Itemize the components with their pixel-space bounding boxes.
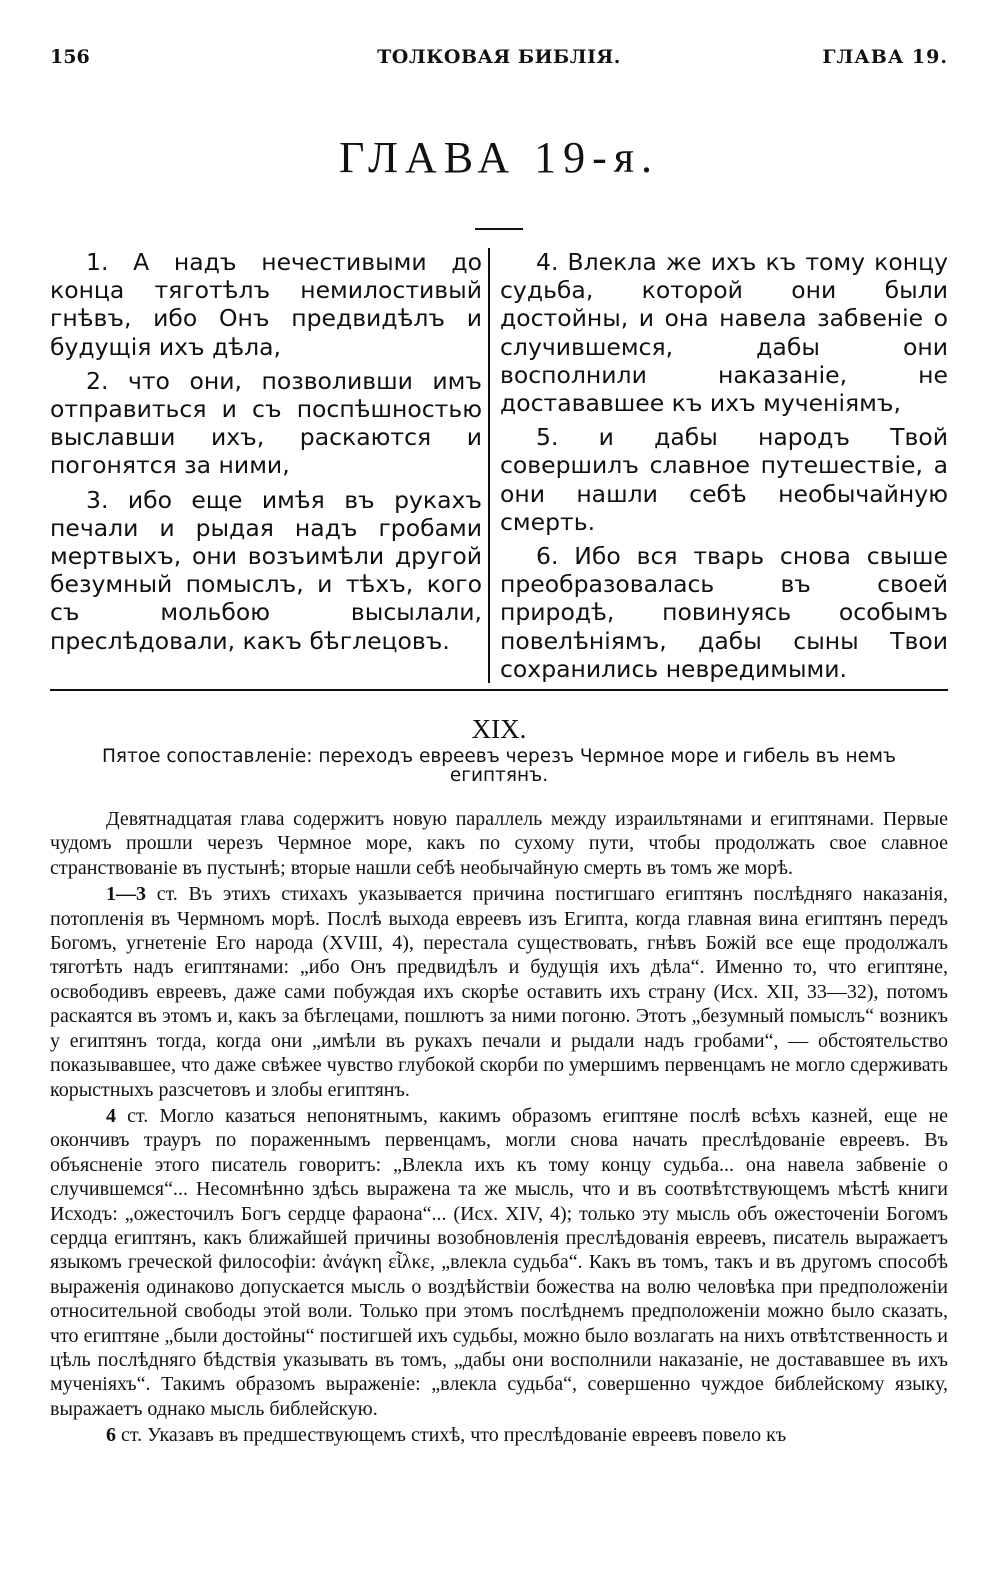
commentary xyxy=(50,807,948,1448)
commentary-paragraph xyxy=(50,1423,948,1447)
verse-reference: 1—3 xyxy=(106,883,146,906)
commentary-paragraph xyxy=(50,882,948,1102)
verse-5: 5. и дабы народъ Твой совершилъ славное путешествіе, а они нашли себѣ необычайную смерть. xyxy=(500,423,948,536)
scripture-columns xyxy=(50,248,948,691)
verse-4: 4. Влекла же ихъ къ тому концу судьба, которой они были достойны, и она навела забвеніе о случившемся, дабы они восполнили наказаніе, не достававшее къ ихъ мученіямъ, xyxy=(500,248,948,418)
commentary-paragraph xyxy=(50,1104,948,1421)
book-title: ТОЛКОВАЯ БИБЛІЯ. xyxy=(377,46,621,68)
verse-1: 1. А надъ нечестивыми до конца тяготѣлъ немилостивый гнѣвъ, ибо Онъ предвидѣлъ и будущія ихъ дѣла, xyxy=(50,248,482,361)
verse-3: 3. ибо еще имѣя въ рукахъ печали и рыдая надъ гробами мертвыхъ, они возъимѣли другой безумный помыслъ, и тѣхъ, кого съ мольбою высылали, преслѣдовали, какъ бѣглецовъ. xyxy=(50,485,482,655)
scripture-column-left xyxy=(50,248,490,683)
section-number: XIX. xyxy=(471,714,527,745)
section-heading: Пятое сопоставленіе: переходъ евреевъ черезъ Чермное море и гибель въ немъ египтянъ. xyxy=(101,746,897,787)
commentary-text: ст. Могло казаться непонятнымъ, какимъ образомъ египтяне послѣ всѣхъ казней, еще не окончивъ трауръ по пораженнымъ первенцамъ, могли снова начать преслѣдованіе евреевъ. Въ объясненіе этого писатель говоритъ: „Влекла ихъ къ тому концу судьба... она навела забвеніе о случившемся“... Несомнѣнно здѣсь выражена та же мысль, что и въ соотвѣтствующемъ мѣстѣ книги Исходъ: „ожесточилъ Богъ сердце фараона“... (Исх. XIV, 4); только эту мысль объ ожесточеніи Богомъ сердца египтянъ, какъ ближайшей причины возобновленія преслѣдованія евреевъ, писатель выражаетъ языкомъ греческой философіи: ἀνάγκη εἷλκε, „влекла судьба“. Какъ въ томъ, такъ и въ другомъ способѣ выраженія одинаково допускается мысль о воздѣйствіи божества на волю человѣка при предположеніи относительной свободы этой воли. Только при этомъ послѣднемъ предположеніи можно было сказать, что египтяне „были достойны“ постигшей ихъ судьбы, можно было возлагать на нихъ отвѣтственность и цѣль послѣдняго бѣдствія указывать въ томъ, „дабы они восполнили наказаніе, не достававшее въ ихъ мученіяхъ“. Такимъ образомъ выраженіе: „влекла судьба“, совершенно чуждое библейскому языку, выражаетъ однако мысль библейскую. xyxy=(50,1104,948,1420)
chapter-label: ГЛАВА 19. xyxy=(822,46,948,68)
title-divider xyxy=(475,228,523,230)
verse-6: 6. Ибо вся тварь снова свыше преобразовалась въ своей природѣ, повинуясь особымъ повелѣніямъ, дабы сыны Твои сохранились невредимыми. xyxy=(500,542,948,683)
verse-reference: 6 xyxy=(106,1424,116,1447)
chapter-title: ГЛАВА 19-я. xyxy=(339,133,659,182)
verse-reference: 4 xyxy=(106,1104,116,1127)
commentary-text: ст. Указавъ въ предшествующемъ стихѣ, что преслѣдованіе евреевъ повело къ xyxy=(116,1424,787,1447)
commentary-text: ст. Въ этихъ стихахъ указывается причина постигшаго египтянъ послѣдняго наказанія, потопленія въ Чермномъ морѣ. Послѣ выхода евреевъ изъ Египта, когда главная вина египтянъ передъ Богомъ, угнетеніе Его народа (XVIII, 4), перестала существовать, гнѣвъ Божій все еще продолжалъ тяготѣть надъ египтянами: „ибо Онъ предвидѣлъ и будущія ихъ дѣла“. Именно то, что египтяне, освободивъ евреевъ, даже сами побуждая ихъ скорѣе оставить ихъ страну (Исх. XII, 33—32), потомъ раскаятся въ этомъ и, какъ за бѣглецами, пошлютъ за ними погоню. Этотъ „безумный помыслъ“ возникъ у египтянъ тогда, когда они „имѣли въ рукахъ печали и рыдали надъ гробами“, — обстоятельство показывавшее, что даже свѣжее чувство глубокой скорби по умершимъ первенцамъ не могло сдерживать корыстныхъ разсчетовъ и злобы египтянъ. xyxy=(50,883,948,1101)
running-header xyxy=(50,38,948,78)
verse-2: 2. что они, позволивши имъ отправиться и съ поспѣшностью выславши ихъ, раскаются и погонятся за ними, xyxy=(50,366,482,480)
commentary-paragraph: Девятнадцатая глава содержитъ новую параллель между израильтянами и египтянами. Первые чудомъ прошли черезъ Чермное море, какъ по сухому пути, чтобы продолжать свое славное странствованіе въ пустынѣ; вторые нашли себѣ необычайную смерть въ томъ же морѣ. xyxy=(50,808,948,879)
page-number: 156 xyxy=(50,46,90,68)
scripture-column-right xyxy=(490,248,948,683)
